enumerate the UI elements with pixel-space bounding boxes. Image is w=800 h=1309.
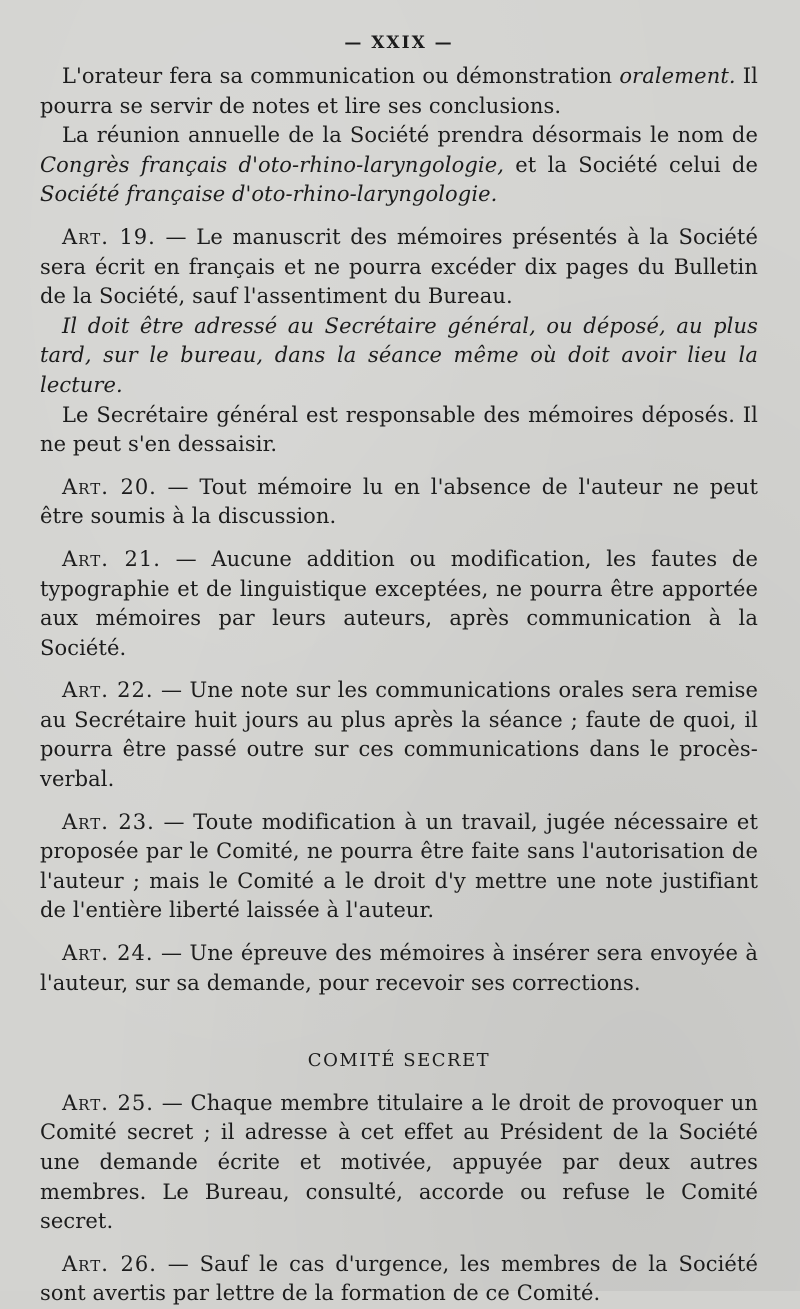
congress-text-a: La réunion annuelle de la Société prendra désormais le nom de xyxy=(62,123,758,148)
section-title: COMITÉ SECRET xyxy=(307,1050,491,1072)
article-label: Art. 23. xyxy=(62,809,155,834)
article-19 xyxy=(40,223,758,312)
article-label: Art. 26. xyxy=(62,1251,157,1276)
intro-text-c: Il pourra se servir de notes et lire ses conclusions. xyxy=(40,64,758,118)
article-19-paragraph-3: Le Secrétaire général est responsable des mémoires déposés. Il ne peut s'en dessaisir. xyxy=(40,402,758,457)
article-text: — Tout mémoire lu en l'absence de l'auteur ne peut être soumis à la discussion. xyxy=(40,474,758,529)
article-23 xyxy=(40,808,758,926)
congress-text-c: et la Société celui de xyxy=(504,152,758,177)
article-label: Art. 24. xyxy=(62,941,154,966)
article-label: Art. 20. xyxy=(62,474,157,499)
article-label: Art. 19. xyxy=(62,224,156,249)
article-19-italic-text: Il doit être adressé au Secrétaire général, ou déposé, au plus tard, sur le bureau, dans la séance même où doit avoir lieu la lecture. xyxy=(40,313,758,397)
article-text: — Le manuscrit des mémoires présentés à la Société sera écrit en français et ne pourra excéder dix pages du Bulletin de la Société, sauf l'assentiment du Bureau. xyxy=(40,224,758,309)
article-label: Art. 22. xyxy=(62,678,154,703)
congress-name: Congrès français d'oto-rhino-laryngologie, xyxy=(40,152,505,177)
paragraph-congress-name xyxy=(40,121,758,210)
article-label: Art. 25. xyxy=(62,1090,154,1115)
article-label: Art. 21. xyxy=(62,546,161,571)
article-text: — Une note sur les communications orales sera remise au Secrétaire huit jours au plus après la séance ; faute de quoi, il pourra être passé outre sur ces communications dans le procès-verbal. xyxy=(40,678,759,792)
paragraph-oral-communication xyxy=(40,62,758,121)
society-name: Société française d'oto-rhino-laryngologie. xyxy=(40,182,498,207)
article-20 xyxy=(40,473,758,532)
article-22 xyxy=(40,676,758,794)
page-content xyxy=(40,28,758,1309)
article-text: — Aucune addition ou modification, les fautes de typographie et de linguistique exceptées, ne pourra être apportée aux mémoires par leurs auteurs, après communication à la Société. xyxy=(40,546,758,660)
article-25 xyxy=(40,1089,758,1237)
article-text: — Chaque membre titulaire a le droit de provoquer un Comité secret ; il adresse à cet effet au Président de la Société une demande écrite et motivée, appuyée par deux autres membres. Le Bureau, consulté, accorde ou refuse le Comité secret. xyxy=(40,1090,758,1234)
article-text: — Toute modification à un travail, jugée nécessaire et proposée par le Comité, ne pourra être faite sans l'autorisation de l'auteur ; mais le Comité a le droit d'y mettre une note justifiant de l'entière liberté laissée à l'auteur. xyxy=(40,809,758,923)
article-21 xyxy=(40,545,758,663)
article-26 xyxy=(40,1250,758,1309)
intro-emphasis-oralement: oralement. xyxy=(619,64,736,88)
article-19-italic-paragraph xyxy=(40,312,758,401)
intro-text-a: L'orateur fera sa communication ou démonstration xyxy=(62,64,620,88)
article-text: — Une épreuve des mémoires à insérer sera envoyée à l'auteur, sur sa demande, pour recevoir ses corrections. xyxy=(40,941,758,995)
page-number: — XXIX — xyxy=(344,33,454,53)
article-text: — Sauf le cas d'urgence, les membres de la Société sont avertis par lettre de la formation de ce Comité. xyxy=(40,1251,758,1306)
article-24 xyxy=(40,939,758,998)
